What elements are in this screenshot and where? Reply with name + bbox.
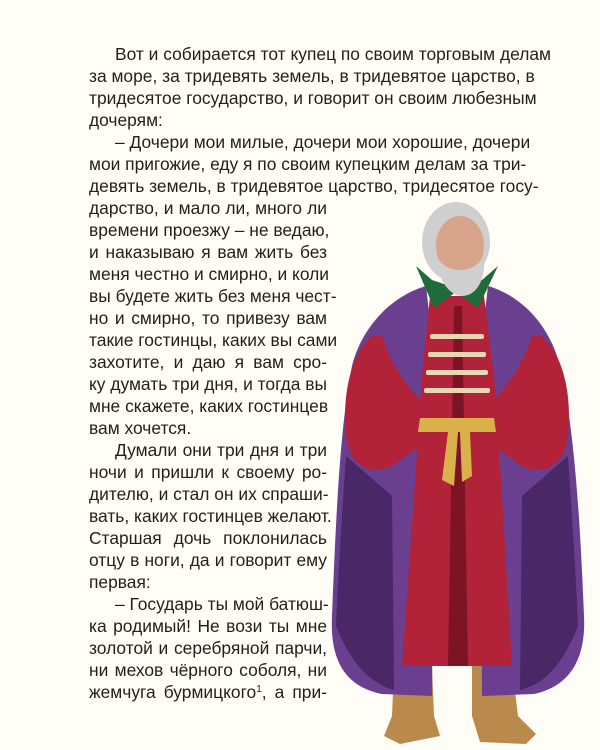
text-line-19: Думали они три дня и три — [115, 440, 327, 460]
text-line-24: отцу в ноги, да и говорит ему — [89, 550, 327, 570]
text-line-7: девять земель, в тридевятое царство, тридесятое госу- — [89, 176, 539, 196]
text-line-12: вы будете жить без меня чест- — [89, 286, 337, 306]
text-line-18: вам хочется. — [89, 418, 192, 438]
text-line-28: золотой и серебряной парчи, — [89, 638, 327, 658]
text-line-23: Старшая дочь поклонилась — [89, 528, 327, 548]
text-line-3: тридесятое государство, и говорит он своим любезным — [89, 88, 537, 108]
text-line-15: захотите, и даю я вам сро- — [89, 352, 327, 372]
text-line-30-tail: , а при- — [261, 682, 327, 702]
text-line-2: за море, за тридевять земель, в тридевятое царство, в — [89, 66, 535, 86]
text-line-8: дарство, и мало ли, много ли — [89, 198, 327, 218]
text-line-17: мне скажете, каких гостинцев — [89, 396, 329, 416]
text-line-27: ка родимый! Не вози ты мне — [89, 616, 327, 636]
text-line-13: но и смирно, то привезу вам — [89, 308, 327, 328]
text-line-30-main: жемчуга бурмицкого — [89, 682, 257, 702]
text-line-9: времени проезжу – не ведаю, — [89, 220, 330, 240]
text-line-10: и наказываю я вам жить без — [89, 242, 327, 262]
text-line-30 — [89, 681, 327, 703]
text-line-20: ночи и пришли к своему ро- — [89, 462, 327, 482]
footnote-marker: 1 — [256, 684, 262, 695]
merchant-illustration — [322, 196, 592, 750]
text-line-25: первая: — [89, 572, 151, 592]
text-line-26: – Государь ты мой батюш- — [115, 594, 329, 614]
text-line-5: – Дочери мои милые, дочери мои хорошие, дочери — [115, 132, 531, 152]
text-line-6: мои пригожие, еду я по своим купецким делам за три- — [89, 154, 527, 174]
text-line-11: меня честно и смирно, и коли — [89, 264, 330, 284]
text-line-21: дителю, и стал он их спраши- — [89, 484, 329, 504]
text-line-29: ни мехов чёрного соболя, ни — [89, 660, 327, 680]
text-line-22: вать, каких гостинцев желают. — [89, 506, 332, 526]
text-line-4: дочерям: — [89, 110, 163, 130]
text-line-1: Вот и собирается тот купец по своим торговым делам — [115, 44, 551, 64]
text-line-16: ку думать три дня, и тогда вы — [89, 374, 328, 394]
text-line-14: такие гостинцы, каких вы сами — [89, 330, 338, 350]
